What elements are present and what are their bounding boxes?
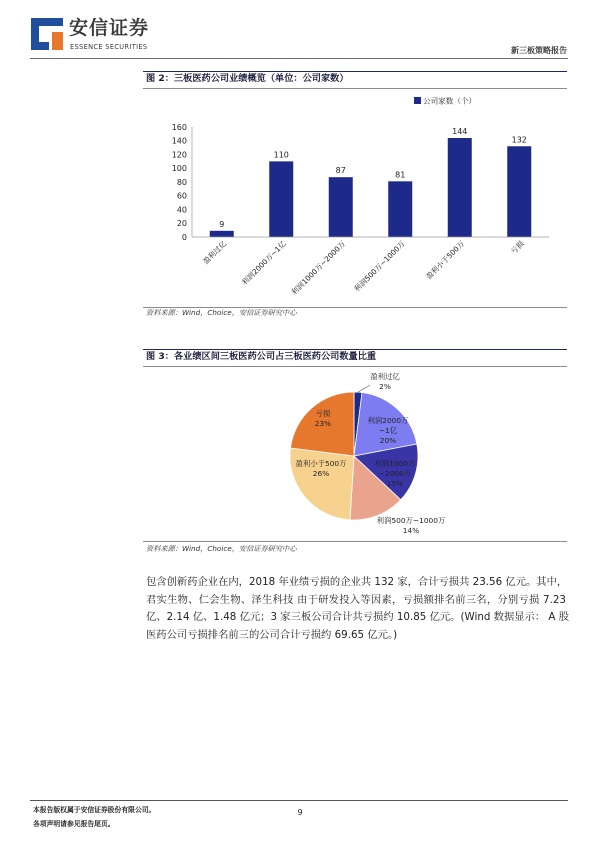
- pie-category-label: 利润500万~1000万: [376, 516, 446, 525]
- footer-copyright: 本报告版权属于安信证券股份有限公司。: [33, 806, 156, 814]
- bar: [388, 181, 412, 237]
- bar-value-label: 132: [511, 135, 527, 145]
- y-tick-label: 160: [171, 122, 187, 132]
- bar-value-label: 110: [273, 150, 289, 160]
- footer-divider: [30, 800, 568, 801]
- body-paragraph-line: 包含创新药企业在内，2018 年业绩亏损的企业共 132 家，合计亏损共 23.56 亿元。其中，: [146, 576, 568, 588]
- y-tick-label: 80: [176, 177, 187, 187]
- figure2-source: 资料来源：Wind，Choice，安信证券研究中心: [146, 308, 297, 317]
- bar-value-label: 81: [395, 170, 406, 180]
- x-tick-label: 利润2000万~1亿: [239, 239, 288, 287]
- brand-name-chinese: 安信证券: [69, 17, 150, 39]
- y-tick-label: 0: [181, 232, 187, 242]
- bar: [507, 146, 531, 237]
- pie-percent-label: 2%: [379, 382, 391, 391]
- pie-category-label: ~2000万: [378, 469, 412, 478]
- x-tick-label: 亏损: [508, 239, 526, 256]
- bar-value-label: 87: [335, 166, 346, 176]
- figure2-title-divider: [143, 88, 567, 89]
- y-tick-label: 20: [176, 219, 187, 229]
- pie-category-label: 盈利小于500万: [295, 459, 347, 468]
- brand-name-english: ESSENCE SECURITIES: [70, 43, 148, 51]
- x-tick-label: 盈利过亿: [201, 239, 229, 267]
- essence-securities-logo: [31, 18, 63, 50]
- bar-chart-plot: [172, 96, 549, 297]
- pie-category-label: ~1亿: [378, 426, 398, 435]
- bar: [448, 138, 472, 237]
- body-paragraph-line: 亿、2.14 亿、1.48 亿元；3 家三板公司合计共亏损约 10.85 亿元。(Wind 数据显示： A 股: [146, 611, 570, 623]
- pie-category-label: 盈利过亿: [370, 372, 400, 381]
- bar-value-label: 144: [452, 127, 468, 136]
- pie-percent-label: 15%: [386, 479, 404, 488]
- report-type-label: 新三板策略报告: [511, 46, 567, 55]
- bar: [329, 177, 353, 237]
- y-tick-label: 140: [171, 136, 187, 146]
- y-tick-label: 60: [176, 191, 187, 201]
- pie-category-label: 利润1000万: [374, 459, 416, 468]
- pie-chart: [280, 368, 480, 540]
- pie-category-label: 利润2000万: [367, 416, 409, 425]
- figure2-title: 图 2：三板医药公司业绩概览（单位：公司家数）: [146, 73, 349, 84]
- figure3-source: 资料来源：Wind，Choice，安信证券研究中心: [146, 544, 297, 553]
- y-tick-label: 120: [171, 150, 187, 160]
- figure3-top-divider: [143, 349, 567, 350]
- y-tick-label: 40: [176, 205, 187, 215]
- body-paragraph-line: 医药公司亏损排名前三的公司合计亏损约 69.65 亿元。): [146, 629, 398, 641]
- bar: [269, 161, 293, 237]
- legend-swatch: [414, 97, 421, 104]
- pie-percent-label: 20%: [379, 436, 397, 445]
- pie-category-label: 亏损: [315, 409, 331, 418]
- x-tick-label: 利润500万~1000万: [352, 239, 407, 294]
- legend-label: 公司家数（个）: [423, 96, 477, 106]
- logo-orange-square: [52, 32, 63, 50]
- pie-percent-label: 26%: [312, 469, 330, 478]
- pie-leader-line: [358, 385, 370, 392]
- y-tick-label: 100: [171, 164, 187, 174]
- page-number: 9: [297, 808, 303, 817]
- figure3-title: 图 3：各业绩区间三板医药公司占三板医药公司数量比重: [146, 351, 377, 362]
- pie-chart-plot: [290, 372, 446, 535]
- x-tick-label: 盈利小于500万: [424, 239, 467, 282]
- bar-value-label: 9: [219, 219, 225, 229]
- x-tick-label: 利润1000万~2000万: [289, 239, 348, 297]
- figure3-title-divider: [143, 366, 567, 367]
- pie-percent-label: 14%: [402, 526, 420, 535]
- bar: [210, 231, 234, 237]
- body-paragraph-line: 君实生物、仁会生物、泽生科技 由于研发投入等因素，亏损额排名前三名，分别亏损 7.23: [146, 594, 566, 606]
- figure2-top-divider: [143, 71, 567, 72]
- pie-percent-label: 23%: [314, 419, 332, 428]
- bar-chart: [140, 92, 570, 304]
- footer-disclaimer: 各项声明请参见报告尾页。: [33, 820, 115, 828]
- figure3-source-divider: [143, 541, 567, 542]
- header-divider: [30, 58, 568, 59]
